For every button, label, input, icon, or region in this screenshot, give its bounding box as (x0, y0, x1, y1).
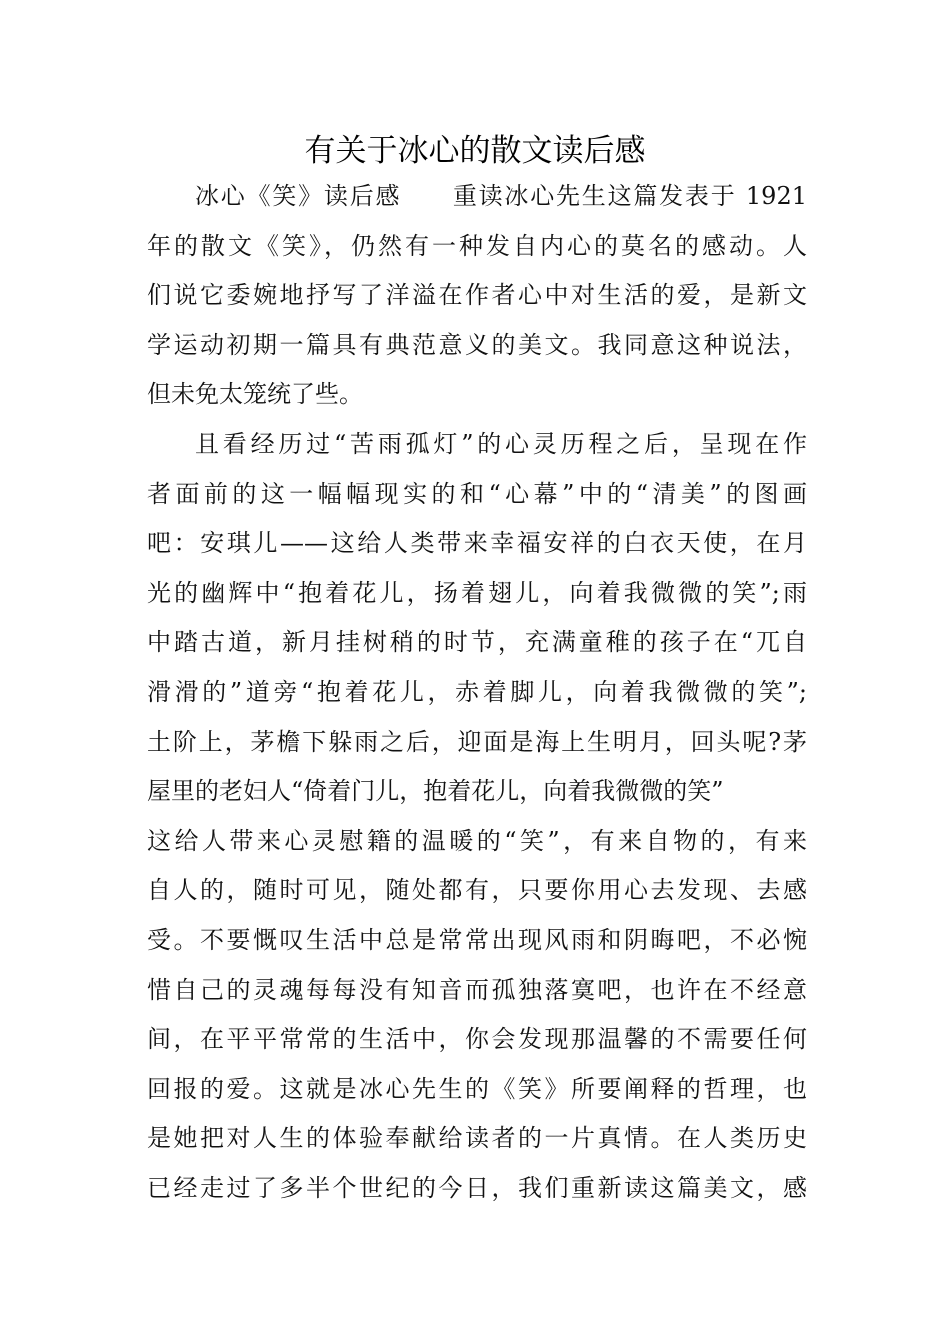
document-body (147, 172, 807, 1213)
text-line: 们说它委婉地抒写了洋溢在作者心中对生活的爱，是新文 (147, 281, 807, 310)
text-line: 且看经历过“苦雨孤灯”的心灵历程之后，呈现在作 (195, 429, 807, 458)
text-line: 惜自己的灵魂每每没有知音而孤独落寞吧，也许在不经意 (147, 975, 807, 1004)
text-line: 间，在平平常常的生活中，你会发现那温馨的不需要任何 (147, 1025, 807, 1054)
text-line: 回报的爱。这就是冰心先生的《笑》所要阐释的哲理，也 (147, 1074, 807, 1103)
text-line: 受。不要慨叹生活中总是常常出现风雨和阴晦吧，不必惋 (147, 925, 807, 954)
text-line: 屋里的老妇人“倚着门儿，抱着花儿，向着我微微的笑” (147, 777, 724, 806)
text-line: 年的散文《笑》，仍然有一种发自内心的莫名的感动。人 (147, 231, 807, 260)
text-line: 中踏古道，新月挂树稍的时节，充满童稚的孩子在“兀自 (147, 628, 807, 657)
text-line: 这给人带来心灵慰籍的温暖的“笑”，有来自物的，有来 (147, 826, 807, 855)
text-line: 土阶上，茅檐下躲雨之后，迎面是海上生明月，回头呢?茅 (147, 727, 807, 756)
document-title: 有关于冰心的散文读后感 (304, 133, 646, 169)
text-line: 冰心《笑》读后感 重读冰心先生这篇发表于 1921 (195, 182, 807, 210)
paragraph-1 (147, 172, 807, 420)
text-line: 滑滑的”道旁“抱着花儿，赤着脚儿，向着我微微的笑”; (147, 677, 807, 706)
text-line: 吧：安琪儿——这给人类带来幸福安祥的白衣天使，在月 (147, 529, 807, 558)
text-line: 是她把对人生的体验奉献给读者的一片真情。在人类历史 (147, 1124, 807, 1153)
text-line: 自人的，随时可见，随处都有，只要你用心去发现、去感 (147, 876, 807, 905)
paragraph-2 (147, 420, 807, 1214)
text-line: 光的幽辉中“抱着花儿，扬着翅儿，向着我微微的笑”;雨 (147, 578, 807, 607)
text-line: 者面前的这一幅幅现实的和“心幕”中的“清美”的图画 (147, 479, 807, 508)
text-line: 但未免太笼统了些。 (147, 380, 363, 409)
text-line: 学运动初期一篇具有典范意义的美文。我同意这种说法， (147, 330, 807, 359)
text-line: 已经走过了多半个世纪的今日，我们重新读这篇美文，感 (147, 1173, 807, 1202)
